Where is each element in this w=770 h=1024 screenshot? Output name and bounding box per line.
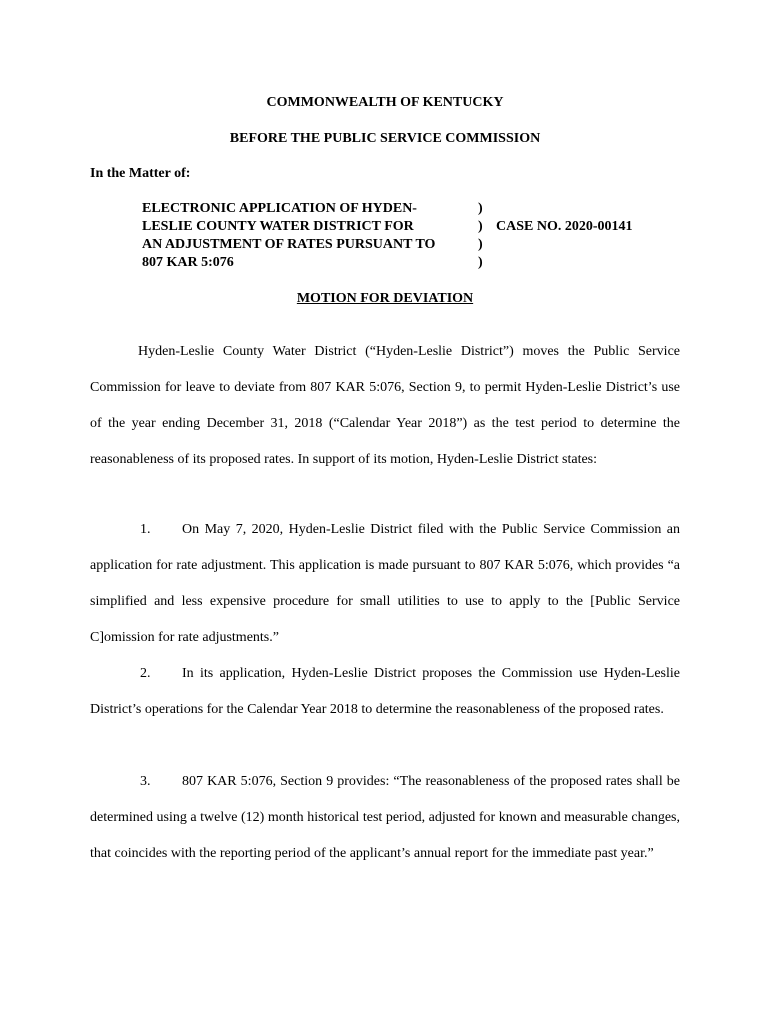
caption-paren: ) [478, 237, 483, 252]
paragraph-text: In its application, Hyden-Leslie District proposes the Commission use Hyden-Leslie District’s operations for the Calendar Year 2018 to determine the reasonableness of the proposed rates. [90, 666, 680, 717]
matter-label: In the Matter of: [90, 166, 191, 181]
case-number: CASE NO. 2020-00141 [496, 219, 633, 234]
paragraph-number: 1. [140, 522, 151, 537]
caption-line: ELECTRONIC APPLICATION OF HYDEN- [142, 201, 417, 216]
numbered-paragraph [90, 512, 680, 656]
caption-line: LESLIE COUNTY WATER DISTRICT FOR [142, 219, 414, 234]
paragraph-number: 2. [140, 666, 151, 681]
numbered-paragraph [90, 764, 680, 872]
caption-line: AN ADJUSTMENT OF RATES PURSUANT TO [142, 237, 436, 252]
paragraph-number: 3. [140, 774, 151, 789]
numbered-paragraph [90, 656, 680, 728]
caption-line: 807 KAR 5:076 [142, 255, 234, 270]
jurisdiction-heading: COMMONWEALTH OF KENTUCKY [266, 95, 504, 110]
tribunal-heading: BEFORE THE PUBLIC SERVICE COMMISSION [229, 131, 541, 146]
caption-paren: ) [478, 201, 483, 216]
caption-paren: ) [478, 219, 483, 234]
intro-paragraph: Hyden-Leslie County Water District (“Hyden-Leslie District”) moves the Public Service Commission for leave to deviate from 807 KAR 5:076, Section 9, to permit Hyden-Leslie District’s use of the year ending December 31, 2018 (“Calendar Year 2018”) as the test period to determine the reasonableness of its proposed rates. In support of its motion, Hyden-Leslie District states: [90, 344, 680, 467]
paragraph-text: 807 KAR 5:076, Section 9 provides: “The reasonableness of the proposed rates shall be determined using a twelve (12) month historical test period, adjusted for known and measurable changes, that coincides with the reporting period of the applicant’s annual report for the immediate past year.” [90, 774, 680, 861]
paragraph-text: On May 7, 2020, Hyden-Leslie District filed with the Public Service Commission an application for rate adjustment. This application is made pursuant to 807 KAR 5:076, which provides “a simplified and less expensive procedure for small utilities to use to apply to the [Public Service C]omission for rate adjustments.” [90, 522, 680, 645]
caption-paren: ) [478, 255, 483, 270]
document-title: MOTION FOR DEVIATION [296, 291, 474, 306]
